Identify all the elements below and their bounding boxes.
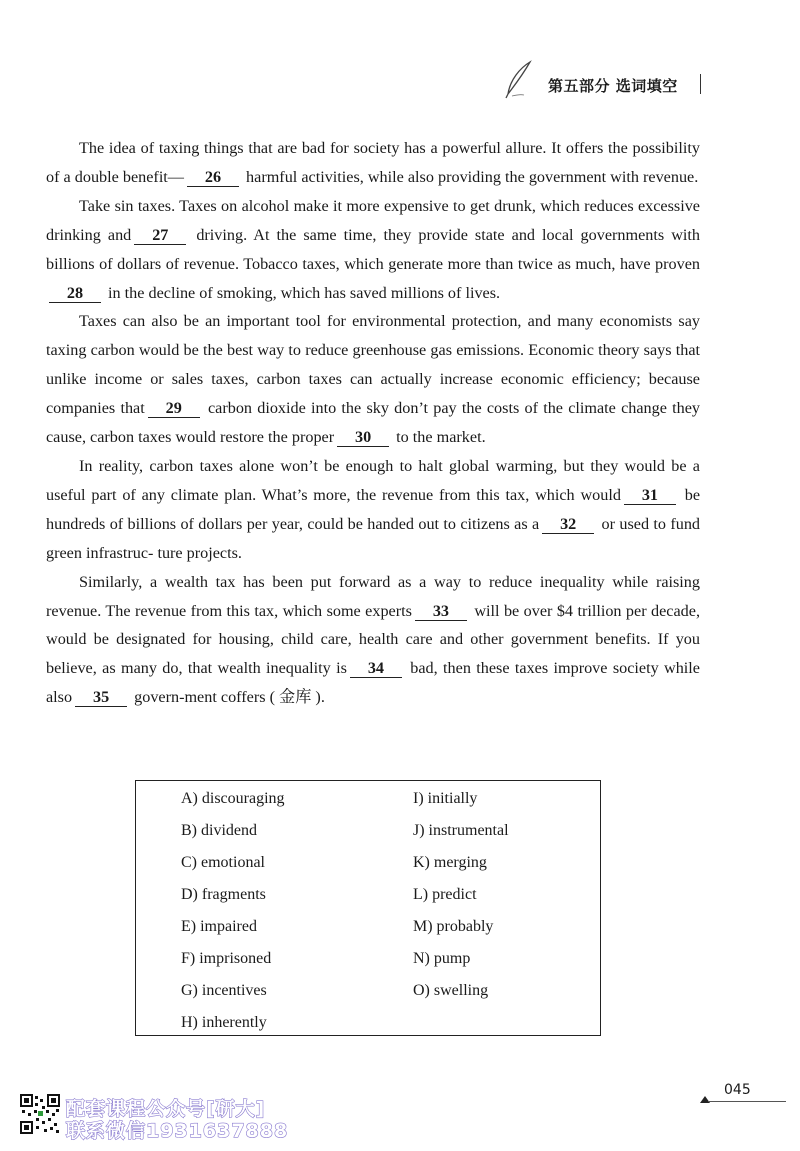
word-option-k: K) merging <box>413 854 487 871</box>
paragraph-text: In reality, carbon taxes alone won’t be enough to halt global warming, but they would be a useful part of any climate plan. What’s more, the revenue from this tax, which would <box>46 456 700 504</box>
quill-pen-icon <box>500 60 540 100</box>
word-option-b: B) dividend <box>181 822 257 839</box>
word-bank-left-column <box>181 789 285 1045</box>
word-option-o: O) swelling <box>413 982 489 999</box>
word-bank-box <box>135 780 601 1036</box>
blank-30: 30 <box>337 428 389 447</box>
word-option-d: D) fragments <box>181 886 266 903</box>
watermark-line-1: 配套课程公众号[研大] <box>66 1098 266 1120</box>
header-divider <box>700 74 701 94</box>
paragraph-3 <box>46 307 700 452</box>
word-option-c: C) emotional <box>181 854 265 871</box>
word-option-i: I) initially <box>413 790 478 807</box>
blank-35: 35 <box>75 688 127 707</box>
paragraph-1 <box>46 134 700 192</box>
word-option-j: J) instrumental <box>413 822 509 839</box>
paragraph-text: to the market. <box>392 428 486 447</box>
paragraph-text: driving. At the same time, they provide state and local governments with billions of dollars of revenue. Tobacco taxes, which generate more than twice as much, have proven <box>46 225 700 273</box>
paragraph-text: or used to fund green infrastruc- ture projects. <box>46 514 701 562</box>
paragraph-text: Similarly, a wealth tax has been put forward as a way to reduce inequality while raising revenue. The revenue from this tax, which some experts <box>46 572 700 620</box>
paragraph-2 <box>46 192 700 308</box>
paragraph-text: The idea of taxing things that are bad for society has a powerful allure. It offers the possibility of a double benefit— <box>46 139 700 186</box>
paragraph-text: Take sin taxes. Taxes on alcohol make it more expensive to get drunk, which reduces excessive drinking and <box>46 196 700 244</box>
paragraph-text: bad, then these taxes improve society while also <box>46 659 700 707</box>
word-option-a: A) discouraging <box>181 790 285 807</box>
word-option-l: L) predict <box>413 886 477 903</box>
blank-33: 33 <box>415 602 467 621</box>
blank-34: 34 <box>350 659 402 678</box>
page-footer <box>700 1080 786 1104</box>
paragraph-text: Taxes can also be an important tool for environmental protection, and many economists say taxing carbon would be the best way to reduce greenhouse gas emissions. Economic theory says that unlike income or sales taxes, carbon taxes can actually increase economic efficiency; because companies that <box>46 312 700 418</box>
blank-26: 26 <box>187 168 239 187</box>
word-option-f: F) imprisoned <box>181 950 272 967</box>
watermark-text <box>66 1094 316 1140</box>
blank-28: 28 <box>49 284 101 303</box>
word-option-g: G) incentives <box>181 982 267 999</box>
paragraph-text: will be over $4 trillion per decade, would be designated for housing, child care, health care and other government benefits. If you believe, as many do, that wealth inequality is <box>46 601 701 678</box>
reading-passage <box>46 134 700 712</box>
paragraph-5 <box>46 568 700 713</box>
word-option-e: E) impaired <box>181 918 257 935</box>
paragraph-text: carbon dioxide into the sky don’t pay the costs of the climate change they cause, carbon taxes would restore the proper <box>46 399 701 447</box>
paragraph-text: be hundreds of billions of dollars per year, could be handed out to citizens as a <box>46 485 701 533</box>
qr-code-icon <box>20 1094 60 1134</box>
word-bank-right-column <box>413 789 509 1013</box>
blank-29: 29 <box>148 399 200 418</box>
paragraph-text: harmful activities, while also providing the government with revenue. <box>242 167 699 186</box>
word-option-m: M) probably <box>413 918 494 935</box>
word-option-n: N) pump <box>413 950 471 967</box>
blank-32: 32 <box>542 515 594 534</box>
page-number: 045 <box>724 1082 751 1098</box>
paragraph-4 <box>46 452 700 568</box>
page-header <box>500 60 710 100</box>
paragraph-text: in the decline of smoking, which has saved millions of lives. <box>104 283 501 302</box>
word-option-h: H) inherently <box>181 1014 267 1031</box>
footer-rule <box>708 1101 786 1102</box>
paragraph-text: govern-ment coffers ( 金库 ). <box>130 688 325 707</box>
section-title: 第五部分 选词填空 <box>548 77 678 95</box>
blank-31: 31 <box>624 486 676 505</box>
watermark-line-2: 联系微信1931637888 <box>66 1120 289 1142</box>
blank-27: 27 <box>134 226 186 245</box>
